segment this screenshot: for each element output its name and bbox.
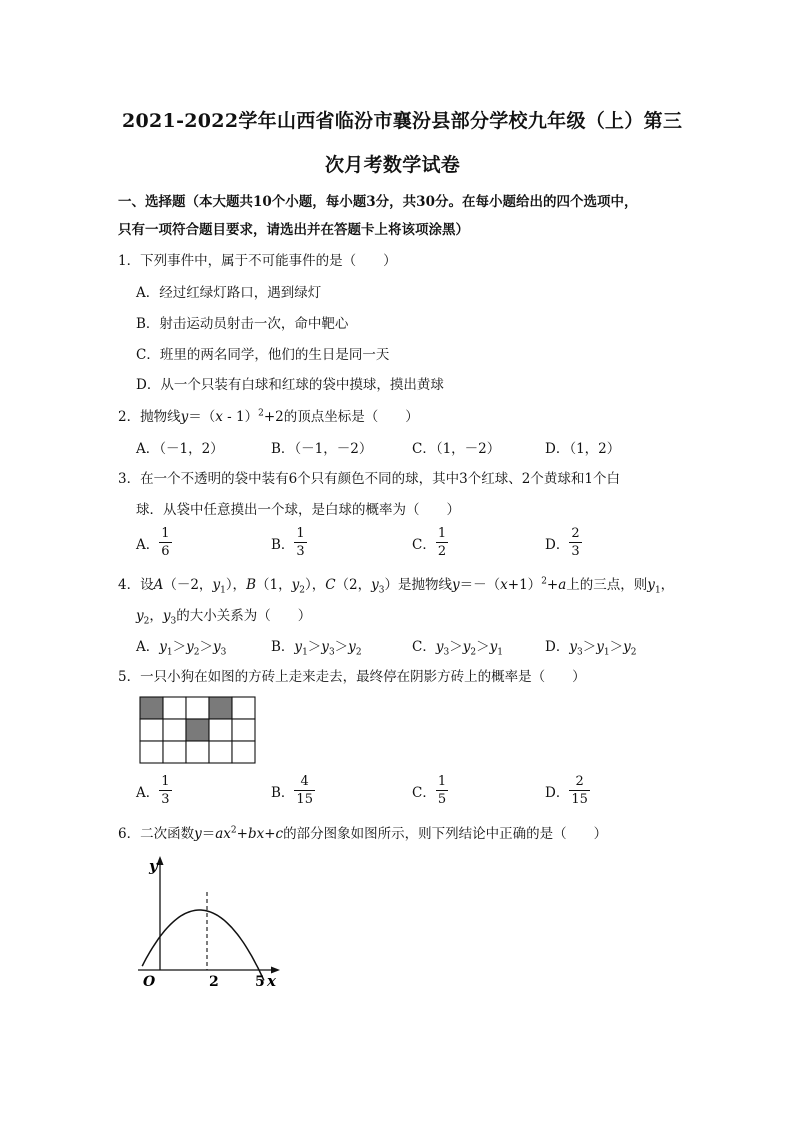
question-2-option-c: C．（1，－2）: [412, 441, 501, 457]
q2-eq: ＝（: [188, 409, 216, 425]
var-y: y: [623, 639, 631, 655]
page-title-line-2: 次月考数学试卷: [325, 154, 461, 176]
question-3-stem-line-1: 3．在一个不透明的袋中装有6个只有颜色不同的球，其中3个红球、2个黄球和1个白: [118, 471, 620, 487]
tile: [209, 719, 232, 741]
fraction: [436, 775, 448, 806]
question-4-stem-line-1: [118, 573, 674, 596]
point-b-label: B: [246, 577, 256, 593]
subscript: 1: [220, 585, 226, 596]
gt: ＞: [199, 639, 213, 655]
fraction: [159, 527, 171, 558]
plus: +: [264, 826, 276, 842]
question-1-stem: 1．下列事件中，属于不可能事件的是（ ）: [118, 253, 397, 269]
option-label: D．: [545, 536, 570, 553]
tile: [163, 719, 186, 741]
comma: ，: [660, 577, 675, 593]
tile: [209, 741, 232, 763]
x-axis-label: x: [267, 972, 276, 990]
option-label: D．: [545, 639, 570, 655]
var-x: x: [500, 577, 508, 593]
question-2-option-b: B．（－1，－2）: [271, 441, 373, 457]
tile: [163, 741, 186, 763]
question-1-option-c: C．班里的两名同学，他们的生日是同一天: [136, 347, 390, 363]
q2-var-x: x: [215, 409, 223, 425]
option-label: B．: [271, 784, 295, 801]
var-y: y: [194, 826, 202, 842]
option-label: A．: [136, 784, 160, 801]
point-b-coord: （1，: [255, 577, 292, 593]
var-y: y: [647, 577, 655, 593]
tick-label-5: 5: [255, 974, 265, 990]
fraction-numerator: 2: [571, 526, 580, 541]
point-c-label: C: [325, 577, 336, 593]
question-1-option-b: B．射击运动员射击一次，命中靶心: [136, 316, 349, 332]
var-y: y: [321, 639, 329, 655]
eq: ＝: [201, 826, 216, 842]
subscript: 3: [443, 647, 450, 658]
var-y: y: [212, 577, 221, 593]
fraction-numerator: 1: [437, 526, 447, 541]
option-label: C．: [412, 784, 436, 801]
tile: [163, 697, 186, 719]
tick-label-2: 2: [209, 974, 219, 990]
gt: ＞: [582, 639, 597, 655]
q6-prefix: 6．二次函数: [118, 826, 195, 842]
question-4-option-c: [412, 635, 503, 658]
subscript: 3: [220, 647, 227, 658]
tile-grid-figure: [139, 696, 257, 766]
section-header-line-1: 一、选择题（本大题共10个小题，每小题3分，共30分。在每小题给出的四个选项中，: [118, 194, 638, 210]
question-5-option-b: [271, 775, 315, 806]
square: 2: [230, 825, 237, 836]
option-label: C．: [412, 639, 436, 655]
question-4-stem-line-2: [136, 604, 311, 627]
term-bx: bx: [247, 826, 265, 842]
question-2-stem: [118, 405, 419, 425]
origin-label: O: [143, 974, 156, 990]
shaded-tile: [186, 719, 209, 741]
parabola-graph-figure: [130, 852, 290, 994]
fraction: [294, 527, 306, 558]
var-y: y: [435, 639, 444, 655]
var-y: y: [489, 639, 498, 655]
var-y: y: [186, 639, 194, 655]
fraction: [436, 527, 448, 558]
question-1-option-a: A．经过红绿灯路口，遇到绿灯: [136, 285, 322, 301]
q2-suffix: +2的顶点坐标是（ ）: [263, 409, 419, 425]
question-3-stem-line-2: 球．从袋中任意摸出一个球，是白球的概率为（ ）: [136, 502, 460, 518]
subscript: 2: [355, 647, 362, 658]
option-label: D．: [545, 784, 570, 801]
question-2-option-d: D．（1，2）: [545, 441, 621, 457]
fraction-denominator: 15: [296, 792, 313, 807]
fraction-numerator: 1: [296, 526, 305, 541]
q4-eq: ＝－（: [459, 577, 501, 593]
question-3-option-d: [545, 527, 582, 558]
var-y: y: [213, 639, 221, 655]
gt: ＞: [334, 639, 349, 655]
shaded-tile: [209, 697, 232, 719]
var-y: y: [462, 639, 471, 655]
q6-suffix: 的部分图象如图所示，则下列结论中正确的是（ ）: [283, 826, 608, 842]
var-y: y: [162, 608, 171, 624]
fraction-denominator: 3: [161, 792, 170, 807]
question-3-option-a: [136, 527, 172, 558]
var-y: y: [136, 608, 144, 624]
y-axis-label: y: [149, 857, 158, 875]
option-label: A．: [136, 536, 160, 553]
fraction-numerator: 1: [161, 526, 170, 541]
q2-prefix: 2．抛物线: [118, 409, 181, 425]
term-ax: ax: [215, 826, 231, 842]
subscript: 3: [170, 616, 177, 627]
var-y: y: [371, 577, 379, 593]
question-2-option-a: A．（－1，2）: [136, 441, 224, 457]
var-y: y: [348, 639, 356, 655]
subscript: 1: [654, 585, 661, 596]
fraction: [569, 527, 581, 558]
q4-mid: ）是抛物线: [384, 577, 453, 593]
q2-square: 2: [258, 408, 264, 419]
plus: +: [546, 577, 559, 593]
fraction-denominator: 3: [571, 544, 580, 559]
square: 2: [541, 576, 547, 587]
question-5-option-a: [136, 775, 172, 806]
question-3-option-c: [412, 527, 448, 558]
tile: [140, 719, 163, 741]
plus: +: [236, 826, 248, 842]
point-c-coord: （2，: [335, 577, 372, 593]
question-1-option-d: D．从一个只装有白球和红球的袋中摸球，摸出黄球: [136, 377, 444, 393]
var-a: a: [558, 577, 567, 593]
var-y: y: [291, 577, 300, 593]
fraction: [294, 775, 315, 806]
fraction-numerator: 4: [294, 775, 315, 791]
gt: ＞: [476, 639, 490, 655]
paren: ），: [304, 577, 326, 593]
subscript: 2: [299, 585, 305, 596]
fraction: [569, 775, 590, 806]
q4-tail: 上的三点，则: [566, 577, 648, 593]
subscript: 2: [470, 647, 477, 658]
gt: ＞: [609, 639, 624, 655]
fraction-denominator: 5: [437, 792, 447, 807]
var-y: y: [452, 577, 460, 593]
tile: [186, 741, 209, 763]
page-title-line-1: 2021-2022学年山西省临汾市襄汾县部分学校九年级（上）第三: [122, 110, 683, 132]
subscript: 3: [328, 647, 335, 658]
gt: ＞: [307, 639, 322, 655]
shaded-tile: [140, 697, 163, 719]
point-a-label: A: [153, 577, 164, 593]
q2-mid: - 1）: [222, 409, 259, 425]
tile: [140, 741, 163, 763]
tile: [232, 719, 255, 741]
point-a-coord: （－2，: [163, 577, 213, 593]
term-c: c: [275, 826, 284, 842]
var-y: y: [596, 639, 604, 655]
question-3-option-b: [271, 527, 307, 558]
var-y: y: [294, 639, 303, 655]
option-label: A．: [136, 639, 160, 655]
subscript: 2: [630, 647, 637, 658]
question-5-option-d: [545, 775, 590, 806]
question-4-option-b: [271, 635, 362, 658]
q2-var-y: y: [180, 409, 189, 425]
fraction-numerator: 1: [437, 774, 447, 789]
question-4-option-a: [136, 635, 226, 658]
option-label: B．: [271, 536, 295, 553]
tile: [186, 697, 209, 719]
q4-line2-tail: 的大小关系为（ ）: [176, 608, 312, 624]
fraction-numerator: 1: [161, 774, 170, 789]
fraction-denominator: 6: [161, 544, 170, 559]
tile: [232, 741, 255, 763]
subscript: 1: [166, 647, 173, 658]
subscript: 1: [302, 647, 308, 658]
subscript: 1: [603, 647, 610, 658]
question-6-stem: [118, 822, 607, 842]
fraction: [159, 775, 171, 806]
q4-plus1: +1）: [507, 577, 542, 593]
question-4-option-d: [545, 635, 636, 658]
fraction-denominator: 3: [296, 544, 305, 559]
fraction-denominator: 2: [437, 544, 447, 559]
q4-prefix: 4．设: [118, 577, 154, 593]
comma: ，: [149, 608, 163, 624]
option-label: C．: [412, 536, 436, 553]
paren: ），: [225, 577, 247, 593]
question-5-stem: 5．一只小狗在如图的方砖上走来走去，最终停在阴影方砖上的概率是（ ）: [118, 669, 586, 685]
tile: [232, 697, 255, 719]
section-header-line-2: 只有一项符合题目要求，请选出并在答题卡上将该项涂黑）: [118, 222, 469, 238]
subscript: 3: [576, 647, 583, 658]
question-5-option-c: [412, 775, 448, 806]
subscript: 1: [497, 647, 503, 658]
option-label: B．: [271, 639, 295, 655]
gt: ＞: [449, 639, 463, 655]
subscript: 2: [193, 647, 200, 658]
subscript: 3: [378, 585, 385, 596]
fraction-numerator: 2: [569, 775, 590, 791]
var-y: y: [569, 639, 577, 655]
var-y: y: [159, 639, 167, 655]
fraction-denominator: 15: [571, 792, 588, 807]
subscript: 2: [143, 616, 150, 627]
gt: ＞: [172, 639, 187, 655]
